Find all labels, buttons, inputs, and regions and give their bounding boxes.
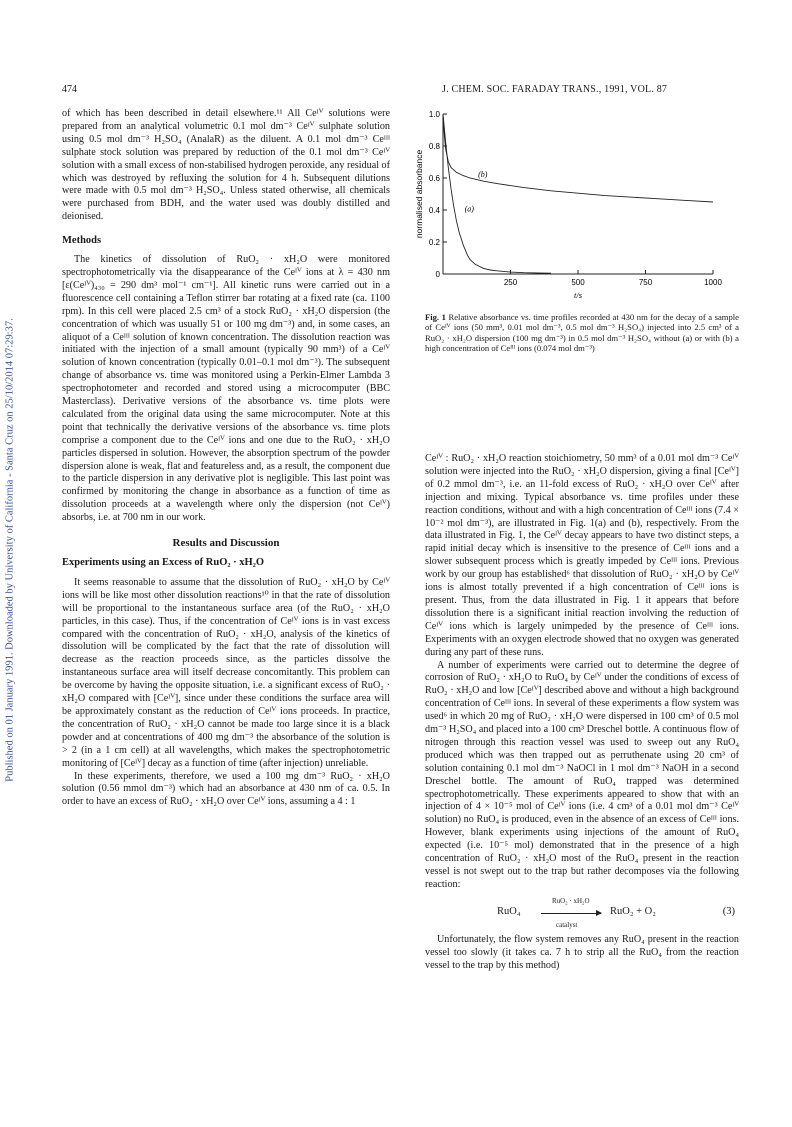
methods-heading: Methods	[62, 235, 102, 247]
paragraph: Ceᴵⱽ : RuO₂ · xH₂O reaction stoichiometry, 50 mm³ of a 0.01 mol dm⁻³ Ceᴵⱽ solution were injected into the RuO₂ · xH₂O dispersion, giving a final [Ceᴵⱽ] of 0.2 mmol dm⁻³, i.e. an 11-fold excess of RuO₂ · xH₂O over Ceᴵⱽ after injection and mixing. Typical absorbance vs. time profiles under these reaction conditions, without and with a high concentration of Ceᴵᴵᴵ ions (7.4 × 10⁻² mol dm⁻³), are illustrated in Fig. 1(a) and (b), respectively. From the data illustrated in Fig. 1, the Ceᴵⱽ decay appears to have two distinct steps, a rapid initial decay which is insensitive to the presence of Ceᴵᴵᴵ ions and a slower subsequent process which is greatly impeded by Ceᴵᴵᴵ ions. Previous work by our group has established⁶ that dissolution of RuO₂ · xH₂O by Ceᴵⱽ ions is almost totally prevented if a high concentration of Ceᴵᴵᴵ ions is present. Thus, from the data illustrated in Fig. 1 it appears that before dissolution there is a significant initial reaction involving the reduction of Ceᴵⱽ ions which is largely unimpeded by the presence of Ceᴵᴵᴵ ions. Experiments with an oxygen electrode showed that no oxygen was generated during any part of these runs.	[425, 453, 739, 658]
y-tick-label: 0.6	[428, 174, 440, 183]
series-line-b	[443, 114, 713, 202]
equation-number: (3)	[722, 905, 735, 917]
caption-label: Fig. 1	[425, 312, 446, 322]
paragraph: Unfortunately, the flow system removes any RuO₄ present in the reaction vessel too slowly (it takes ca. 7 h to strip all the RuO₄ from the reaction vessel to the trap by this method)	[425, 933, 739, 971]
series-label-a: (a)	[464, 204, 474, 214]
y-tick-label: 0.8	[428, 142, 440, 151]
paragraph: of which has been described in detail elsewhere.¹¹ All Ceᴵⱽ solutions were prepared from an analytical volumetric 0.1 mol dm⁻³ Ceᴵⱽ sulphate solution using 0.5 mol dm⁻³ H₂SO₄ (AnalaR) as the diluent. A 0.1 mol dm⁻³ Ceᴵᴵᴵ sulphate stock solution was prepared by reduction of the 0.1 mol dm⁻³ Ceᴵⱽ solution with a small excess of non-stabilised hydrogen peroxide, any residual of which was destroyed by refluxing the solution for 4 h. Subsequent dilutions were made with 0.5 mol dm⁻³ H₂SO₄. Unless stated otherwise, all chemicals were purchased from BDH, and the water used was doubly distilled and deionised.	[62, 108, 390, 223]
paragraph: In these experiments, therefore, we used a 100 mg dm⁻³ RuO₂ · xH₂O solution (0.56 mmol dm⁻³) which had an absorbance at 430 nm of ca. 0.5. In order to have an excess of RuO₂ · xH₂O over Ceᴵⱽ ions, assuming a 4 : 1	[62, 770, 390, 808]
absorbance-chart	[413, 104, 743, 304]
results-heading: Results and Discussion	[172, 537, 280, 550]
paragraph: A number of experiments were carried out to determine the degree of corrosion of RuO₂ · xH₂O to RuO₄ by Ceᴵⱽ under the conditions of excess of RuO₂ · xH₂O and low [Ceᴵⱽ] described above and without a high background concentration of Ceᴵᴵᴵ ions. In several of these experiments a flow system was used⁶ in which 20 mg of RuO₂ · xH₂O were dispersed in 100 cm³ of 0.5 mol dm⁻³ H₂SO₄ and placed into a 100 cm³ Dreschel bottle. A continuous flow of nitrogen through this reaction vessel was used to sweep out any RuO₄ produced which was then trapped out as perruthenate using 20 cm³ of solution containing 0.1 mol dm⁻³ NaOCl in 1 mol dm⁻³ NaOH in a second Dreschel bottle. The amount of RuO₄ trapped was determined spectrophotometrically. These experiments appeared to show that with an injection of 4 × 10⁻⁵ mol of Ceᴵⱽ ions (i.e. 4 cm³ of a 0.01 mol dm⁻³ Ceᴵⱽ solution) no RuO₄ is produced, even in the absence of an excess of Ceᴵᴵᴵ ions. However, blank experiments using injections of the amount of RuO₄ expected (i.e. 10⁻⁵ mol) demonstrated that in the presence of a high concentration of RuO₂ · xH₂O most of the RuO₄ present in the reaction vessel is not swept out to the trap but rather decomposes via the following reaction:	[425, 659, 739, 890]
equation-3	[425, 894, 739, 928]
right-column	[425, 453, 739, 973]
paragraph: It seems reasonable to assume that the dissolution of RuO₂ · xH₂O by Ceᴵⱽ ions will be like most other dissolution reactions¹⁰ in that the rate of dissolution will be proportional to the instantaneous surface area (of the RuO₂ · xH₂O particles, in this case). Thus, if the concentration of Ceᴵⱽ ions is in vast excess compared with the concentration of RuO₂ · xH₂O, analysis of the kinetics of dissolution will be complicated by the fact that the rate of dissolution will decrease as the reaction proceeds since, as the particles dissolve the instantaneous surface area will itself decrease concomitantly. This problem can be overcome by having the opposite situation, i.e. a significant excess of RuO₂ · xH₂O compared with [Ceᴵⱽ], since under these conditions the surface area will be approximately constant as the reduction of Ceᴵⱽ ions proceeds. In practice, the concentration of RuO₂ · xH₂O cannot be made too large since it is a black powder and at concentrations of 400 mg dm⁻³ the absorbance of the solution is > 2 (in a 1 cm cell) at all wavelengths, which makes the spectrophotometric monitoring of [Ceᴵⱽ] decay as a function of time (after injection) unreliable.	[62, 576, 390, 769]
download-notice[interactable]: Published on 01 January 1991. Downloaded by University of California - Santa Cruz on 25/10/2014 07:29:37.	[4, 318, 16, 782]
equation-rhs: RuO₂ + O₂	[610, 905, 656, 917]
y-tick-label: 0.2	[428, 238, 440, 247]
paragraph: The kinetics of dissolution of RuO₂ · xH₂O were monitored spectrophotometrically via the disappearance of the Ceᴵⱽ ions at λ = 430 nm [ε(Ceᴵⱽ)₄₃₀ = 290 dm³ mol⁻¹ cm⁻¹]. All kinetic runs were carried out in a fluorescence cell containing a Teflon stirrer bar rotating at a fixed rate (ca. 1100 rpm). In this cell were placed 2.5 cm³ of a stock RuO₂ · xH₂O dispersion (the concentration of which was usually 51 or 100 mg dm⁻³) and, in some cases, an aliquot of a Ceᴵᴵᴵ solution of known concentration. The dissolution reaction was initiated with the injection of a small amount (typically 90 mm³) of a Ceᴵⱽ solution of known concentration (typically 0.01–0.1 mol dm⁻³). The subsequent change of absorbance vs. time was monitored using a Perkin-Elmer Lambda 3 spectrophotometer and recorded and stored using a microcomputer (BBC Masterclass). Derivative versions of the absorbance vs. time plots were calculated from the original data using the same microcomputer. Note at this point that technically the derivative versions of the absorbance vs. time plots comprise a component due to the Ceᴵⱽ ions and one due to the RuO₂ · xH₂O particles dispersed in solution. However, the absorption spectrum of the powder dispersion alone is weak, flat and featureless and, as a result, the component due to the particle dispersion in any derivative plot is negligible. This last point was confirmed by monitoring the change in absorbance as a function of time as dissolution proceeds at a wavelength where only the dispersion (not Ceᴵⱽ) absorbs, i.e. at 700 nm in our work.	[62, 254, 390, 524]
page-number: 474	[62, 84, 77, 95]
figure-caption	[425, 312, 739, 354]
left-column	[62, 108, 390, 809]
y-tick-label: 0.4	[428, 206, 440, 215]
section-subheading: Experiments using an Excess of RuO₂ · xH₂O	[62, 557, 265, 568]
figure-1	[413, 104, 743, 304]
journal-header: J. CHEM. SOC. FARADAY TRANS., 1991, VOL. 87	[442, 84, 668, 95]
series-label-b: (b)	[478, 170, 488, 179]
caption-text: Relative absorbance vs. time profiles recorded at 430 nm for the decay of a sample of Ceᴵⱽ ions (50 mm³, 0.01 mol dm⁻³, 0.5 mol dm⁻³ H₂SO₄) injected into 2.5 cm³ of a RuO₂ · xH₂O dispersion (100 mg dm⁻³) in 0.5 mol dm⁻³ H₂SO₄ without (a) or with (b) a high concentration of Ceᴵᴵᴵ ions (0.074 mol dm⁻³)	[425, 312, 739, 354]
x-axis-label: t/s	[573, 290, 583, 300]
x-tick-label: 750	[638, 278, 653, 287]
equation-lhs: RuO₄	[497, 905, 521, 917]
equation-catalyst-label: catalyst	[556, 920, 578, 929]
series-line-a	[443, 114, 551, 273]
reaction-arrow-icon	[541, 913, 601, 914]
x-tick-label: 1000	[704, 278, 722, 287]
y-axis-label: normalised absorbance	[414, 149, 424, 239]
x-tick-label: 500	[571, 278, 585, 287]
y-tick-label: 0	[435, 270, 440, 279]
download-watermark	[3, 200, 17, 900]
equation-catalyst-formula: RuO₂ · xH₂O	[552, 896, 590, 905]
y-tick-label: 1.0	[428, 110, 440, 119]
x-tick-label: 250	[503, 278, 518, 287]
